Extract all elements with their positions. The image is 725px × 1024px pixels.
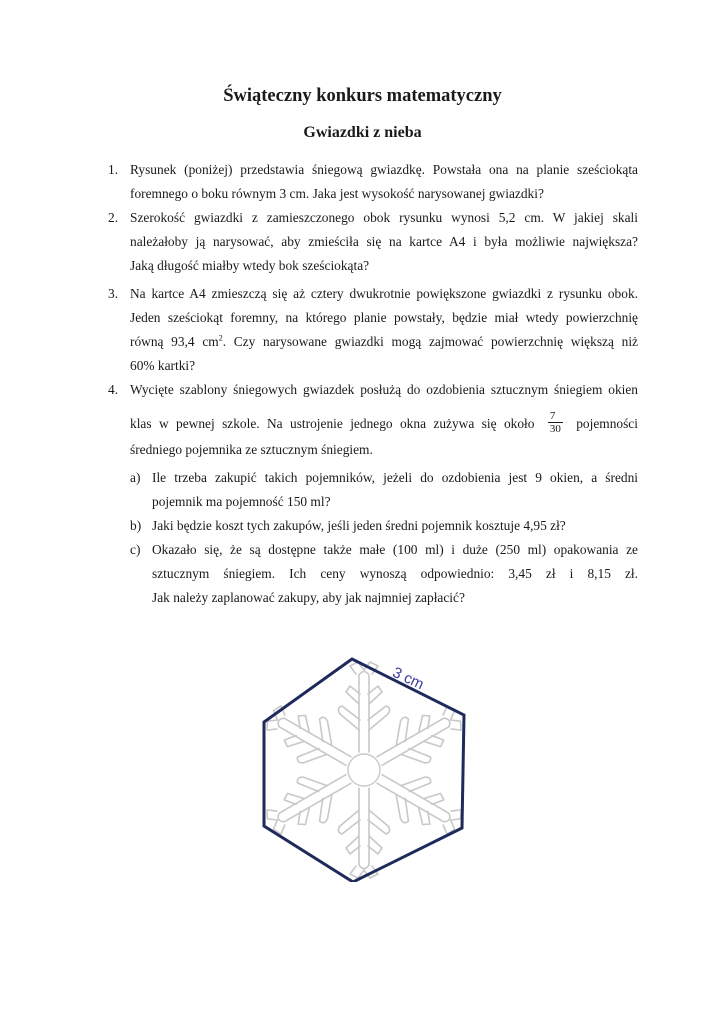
snowflake-icon xyxy=(258,662,470,878)
snowflake-branch xyxy=(346,686,360,704)
fraction xyxy=(548,410,563,435)
fraction-numerator: 7 xyxy=(549,410,556,423)
question-text-line: Ile trzeba zakupić takich pojemników, jeżeli do ozdobienia jest 9 okien, a średni xyxy=(152,470,638,485)
question-2 xyxy=(108,206,638,278)
question-text-line: pojemnik ma pojemność 150 ml? xyxy=(152,494,331,509)
area-value: równą 93,4 cm xyxy=(130,334,219,349)
superscript: 2 xyxy=(218,333,223,343)
snowflake-branch xyxy=(359,788,369,869)
snowflake-center xyxy=(348,754,380,786)
snowflake-arm xyxy=(367,694,471,783)
snowflake-branch xyxy=(276,716,351,765)
question-text-line: Rysunek (poniżej) przedstawia śniegową gwiazdkę. Powstała ona na planie sześciokąta xyxy=(130,162,638,177)
snowflake-figure xyxy=(258,652,478,882)
side-length-label: 3 cm xyxy=(389,664,427,694)
question-text-line: Jaką długość miałby wtedy bok sześciokąta? xyxy=(130,258,370,273)
fraction-denominator: 30 xyxy=(549,423,561,436)
question-text-fragment: pojemności xyxy=(576,416,638,431)
question-text-line: Na kartce A4 zmieszczą się aż cztery dwukrotnie powiększone gwiazdki z rysunku obok. xyxy=(130,286,638,301)
question-text-line: Jeden sześciokąt foremny, na którego planie powstały, będzie miał wtedy powierzchnię xyxy=(130,310,638,325)
snowflake-arm xyxy=(338,788,389,878)
question-text-line: Jak należy zaplanować zakupy, aby jak najmniej zapłacić? xyxy=(152,590,465,605)
question-4 xyxy=(108,378,638,462)
question-text-line: Jaki będzie koszt tych zakupów, jeśli jeden średni pojemnik kosztuje 4,95 zł? xyxy=(152,518,566,533)
question-1 xyxy=(108,158,638,206)
question-text-line: należałoby ją narysować, aby zmieściła się na kartce A4 i była możliwie największa? xyxy=(130,234,638,249)
question-number: 1. xyxy=(108,162,119,177)
question-number: 2. xyxy=(108,210,119,225)
snowflake-branch xyxy=(368,810,390,834)
subquestion-letter: a) xyxy=(130,470,141,485)
question-3 xyxy=(108,282,638,378)
document-subtitle: Gwiazdki z nieba xyxy=(303,124,422,141)
snowflake-branch xyxy=(346,836,360,854)
snowflake-branch xyxy=(359,672,369,753)
snowflake-branch xyxy=(377,716,452,765)
subquestion-c xyxy=(130,538,638,610)
question-text-line: foremnego o boku równym 3 cm. Jaka jest wysokość narysowanej gwiazdki? xyxy=(130,186,544,201)
question-number: 4. xyxy=(108,382,119,397)
question-text-line: 60% kartki? xyxy=(130,358,196,373)
snowflake-arm xyxy=(258,694,361,783)
question-text-line: Okazało się, że są dostępne także małe (100 ml) i duże (250 ml) opakowania ze xyxy=(152,542,638,557)
subquestion-b xyxy=(130,514,638,538)
question-number: 3. xyxy=(108,286,119,301)
snowflake-branch xyxy=(368,836,382,854)
snowflake-branch xyxy=(368,706,390,730)
question-text-line xyxy=(130,410,638,438)
snowflake-branch xyxy=(377,775,452,824)
snowflake-branch xyxy=(368,686,382,704)
subquestion-letter: b) xyxy=(130,518,142,533)
question-text-fragment: klas w pewnej szkole. Na ustrojenie jednego okna zużywa się około xyxy=(130,416,535,431)
question-text-line xyxy=(130,330,638,354)
subquestion-a xyxy=(130,466,638,514)
question-text-line: Wycięte szablony śniegowych gwiazdek posłużą do ozdobienia sztucznym śniegiem okien xyxy=(130,382,638,397)
question-text-line: średniego pojemnika ze sztucznym śniegiem. xyxy=(130,442,373,457)
snowflake-branch xyxy=(276,775,351,824)
question-text-line: sztucznym śniegiem. Ich ceny wynoszą odpowiednio: 3,45 zł i 8,15 zł. xyxy=(152,566,638,581)
hexagon-outline xyxy=(264,659,464,882)
question-text-line: Szerokość gwiazdki z zamieszczonego obok rysunku wynosi 5,2 cm. W jakiej skali xyxy=(130,210,638,225)
subquestion-letter: c) xyxy=(130,542,141,557)
question-text-fragment: . Czy narysowane gwiazdki mogą zajmować powierzchnię większą niż xyxy=(222,334,638,349)
snowflake-branch xyxy=(338,810,360,834)
document-title: Świąteczny konkurs matematyczny xyxy=(223,86,502,106)
snowflake-branch xyxy=(338,706,360,730)
